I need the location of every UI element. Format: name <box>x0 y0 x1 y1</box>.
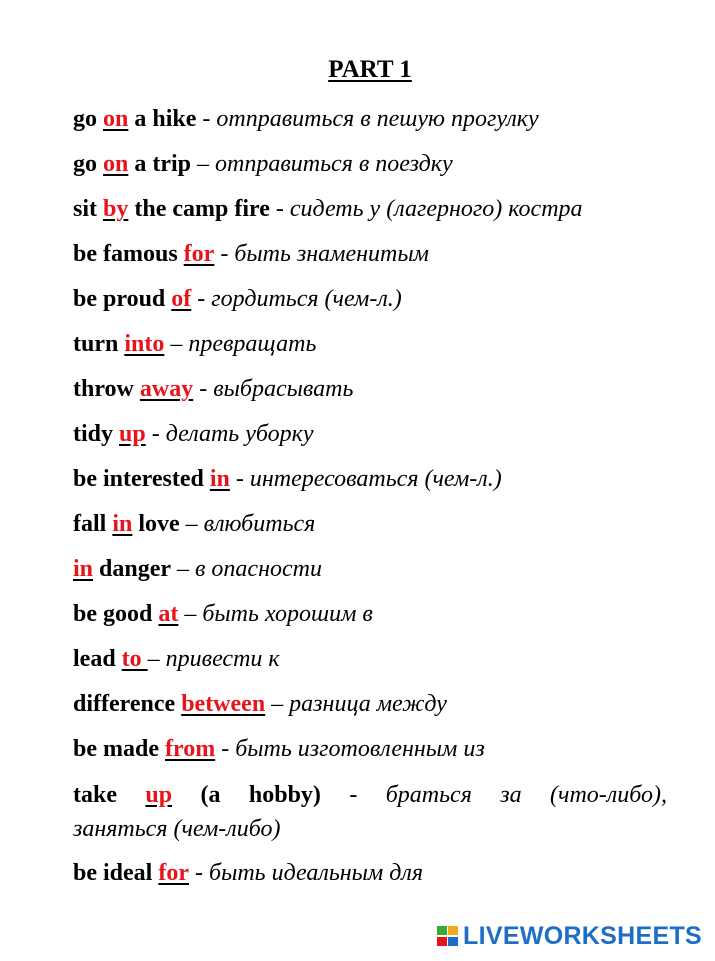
separator: – <box>265 691 290 717</box>
preposition: in <box>112 511 133 537</box>
phrase-row <box>73 682 667 727</box>
separator: - <box>215 736 236 762</box>
russian-translation: быть идеальным для <box>209 860 423 886</box>
english-phrase-rest: a hike <box>128 106 197 132</box>
phrase-row <box>73 187 667 232</box>
preposition: to <box>121 646 148 672</box>
english-phrase: be ideal <box>73 860 159 886</box>
separator: – <box>147 646 166 672</box>
separator: - <box>191 286 212 312</box>
page-title: PART 1 <box>328 56 412 83</box>
phrase-row <box>73 367 667 412</box>
separator: - <box>320 782 386 808</box>
phrase-row <box>73 322 667 367</box>
preposition: in <box>73 556 94 582</box>
preposition: into <box>124 331 165 357</box>
english-phrase: lead <box>73 646 122 672</box>
phrase-row <box>73 547 667 592</box>
russian-translation: быть изготовленным из <box>235 736 485 762</box>
preposition: by <box>103 196 129 222</box>
russian-translation: быть знаменитым <box>234 241 429 267</box>
separator: - <box>189 860 209 886</box>
english-phrase: turn <box>73 331 125 357</box>
russian-translation: сидеть у (лагерного) костра <box>289 196 583 222</box>
english-phrase: difference <box>73 691 182 717</box>
liveworksheets-logo[interactable] <box>437 921 702 951</box>
english-phrase-rest: danger <box>93 556 172 582</box>
separator: - <box>196 106 217 132</box>
phrase-row <box>73 277 667 322</box>
english-phrase-rest: a trip <box>128 151 192 177</box>
russian-translation: отправиться в пешую прогулку <box>216 106 539 132</box>
phrase-row <box>73 637 667 682</box>
phrase-row-last <box>73 851 667 896</box>
preposition: between <box>181 691 266 717</box>
preposition: on <box>103 151 129 177</box>
preposition: from <box>165 736 216 762</box>
separator: - <box>193 376 214 402</box>
phrase-row <box>73 232 667 277</box>
english-phrase: fall <box>73 511 113 537</box>
separator: – <box>171 556 196 582</box>
wrapped-first-line <box>73 778 667 812</box>
english-phrase: go <box>73 151 103 177</box>
english-phrase: go <box>73 106 103 132</box>
english-phrase: be proud <box>73 286 172 312</box>
preposition: at <box>158 601 179 627</box>
phrase-row <box>73 592 667 637</box>
english-phrase: be famous <box>73 241 184 267</box>
preposition: of <box>171 286 192 312</box>
phrase-row <box>73 97 667 142</box>
english-phrase: be good <box>73 601 159 627</box>
phrase-row <box>73 412 667 457</box>
russian-translation: привести к <box>165 646 280 672</box>
russian-translation: гордиться (чем-л.) <box>211 286 402 312</box>
english-phrase: throw <box>73 376 140 402</box>
english-phrase-rest: (a hobby) <box>172 782 321 808</box>
phrase-row-wrapped <box>73 772 667 851</box>
separator: – <box>179 511 204 537</box>
separator: - <box>145 421 166 447</box>
english-phrase: sit <box>73 196 103 222</box>
russian-translation-cont: заняться (чем-либо) <box>73 816 281 842</box>
preposition: for <box>158 860 189 886</box>
phrase-row <box>73 727 667 772</box>
preposition: for <box>183 241 215 267</box>
preposition: up <box>119 421 146 447</box>
phrase-row <box>73 142 667 187</box>
phrase-row <box>73 502 667 547</box>
russian-translation: быть хорошим в <box>202 601 373 627</box>
russian-translation: разница между <box>289 691 447 717</box>
english-phrase-rest: love <box>132 511 180 537</box>
separator: – <box>178 601 203 627</box>
russian-translation: в опасности <box>195 556 322 582</box>
separator: - <box>214 241 235 267</box>
preposition: in <box>209 466 230 492</box>
russian-translation: браться за (что-либо), <box>385 782 667 808</box>
preposition: away <box>139 376 194 402</box>
logo-text: LIVEWORKSHEETS <box>463 921 702 950</box>
russian-translation: отправиться в поездку <box>215 151 453 177</box>
english-phrase: tidy <box>73 421 120 447</box>
separator: – <box>191 151 216 177</box>
separator: - <box>229 466 250 492</box>
russian-translation: влюбиться <box>203 511 316 537</box>
russian-translation: превращать <box>188 331 317 357</box>
english-phrase: be made <box>73 736 165 762</box>
phrase-row <box>73 457 667 502</box>
english-phrase: be interested <box>73 466 210 492</box>
english-phrase: take <box>73 782 146 808</box>
preposition: up <box>145 782 173 808</box>
preposition: on <box>103 106 129 132</box>
russian-translation: делать уборку <box>165 421 314 447</box>
liveworksheets-logo-icon <box>437 924 459 948</box>
russian-translation: интересоваться (чем-л.) <box>249 466 502 492</box>
russian-translation: выбрасывать <box>213 376 354 402</box>
phrase-list <box>73 97 667 896</box>
separator: – <box>164 331 189 357</box>
english-phrase-rest: the camp fire <box>128 196 270 222</box>
separator: - <box>269 196 290 222</box>
